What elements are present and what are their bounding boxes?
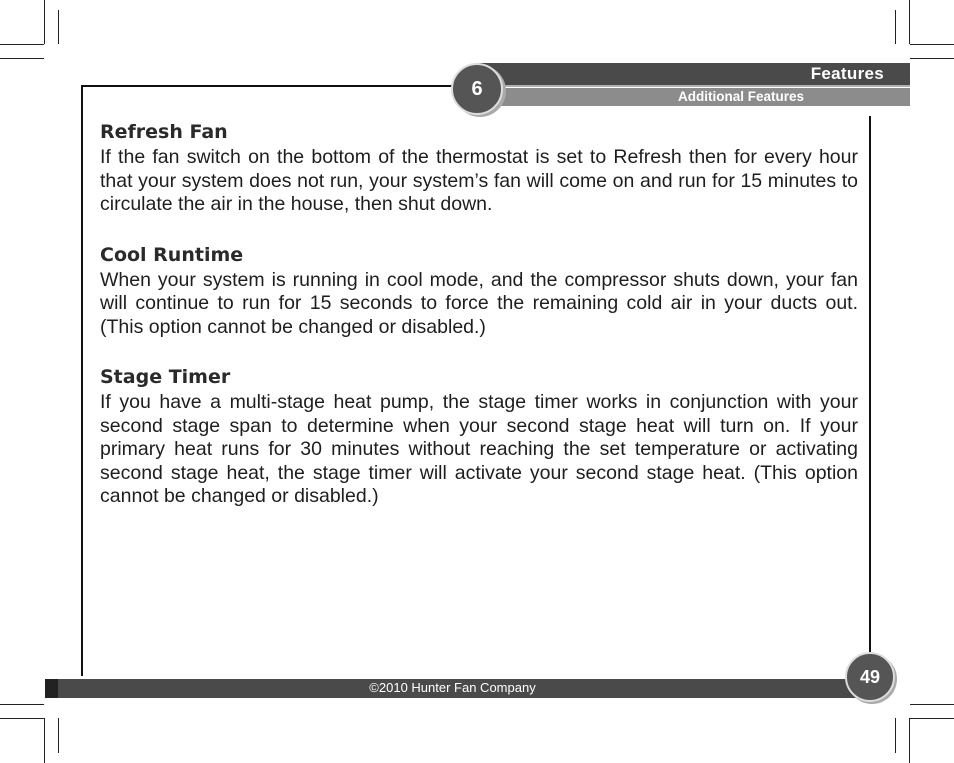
page-content	[100, 121, 858, 536]
crop-mark	[895, 718, 896, 753]
section-stage-timer	[100, 366, 858, 509]
crop-mark	[58, 718, 59, 753]
chapter-number-badge: 6	[451, 63, 503, 115]
section-body: If the fan switch on the bottom of the thermostat is set to Refresh then for every hour that your system does not run, your system’s fan will come on and run for 15 minutes to circulate the air in the house, then shut down.	[100, 146, 858, 215]
crop-mark	[58, 10, 59, 44]
crop-mark	[44, 0, 45, 44]
crop-mark	[910, 44, 954, 45]
subsection-header-bar	[500, 88, 910, 106]
crop-mark	[0, 58, 44, 59]
copyright-text: ©2010 Hunter Fan Company	[369, 680, 536, 695]
subsection-title: Additional Features	[677, 89, 804, 104]
crop-mark	[44, 718, 45, 763]
section-cool-runtime	[100, 244, 858, 340]
section-refresh-fan	[100, 121, 858, 217]
crop-mark	[895, 10, 896, 44]
crop-mark	[0, 718, 44, 719]
page-number-badge: 49	[845, 652, 895, 702]
section-heading: Cool Runtime	[100, 243, 244, 266]
crop-mark	[909, 718, 910, 763]
crop-mark	[910, 58, 954, 59]
section-body: When your system is running in cool mode, and the compressor shuts down, your fan will continue to run for 15 seconds to force the remaining cold air in your ducts out. (This option cannot be changed or disabled.)	[100, 268, 858, 338]
crop-mark	[0, 704, 44, 705]
section-header-bar	[478, 63, 910, 85]
footer-bar-end	[45, 679, 58, 698]
footer-bar	[45, 679, 860, 698]
crop-mark	[910, 704, 954, 705]
crop-mark	[910, 718, 954, 719]
section-body: If you have a multi-stage heat pump, the stage timer works in conjunction with your second stage span to determine when your second stage heat will turn on. If your primary heat runs for 30 minutes without reaching the set temperature or activating second stage heat, the stage timer will activate your second stage heat. (This option cannot be changed or disabled.)	[100, 391, 858, 507]
frame-top-line	[81, 85, 461, 87]
section-heading: Refresh Fan	[100, 121, 228, 143]
crop-mark	[909, 0, 910, 44]
frame-right-line	[869, 116, 871, 652]
section-heading: Stage Timer	[100, 366, 231, 388]
frame-left-line	[81, 86, 83, 676]
crop-mark	[0, 44, 44, 45]
section-title: Features	[810, 64, 884, 83]
